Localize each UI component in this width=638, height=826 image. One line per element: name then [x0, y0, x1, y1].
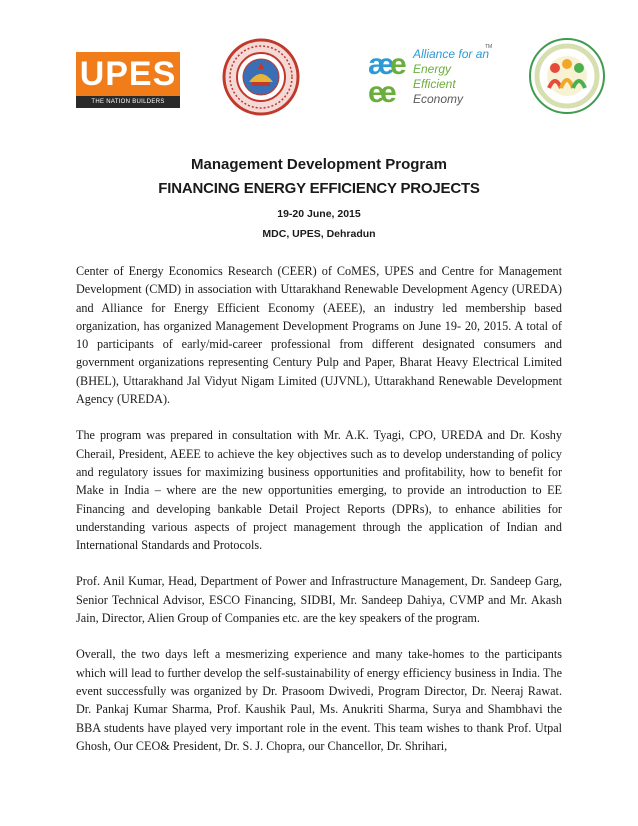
svg-text:e: e [380, 76, 397, 108]
document-body [76, 262, 562, 773]
document-subtitle: FINANCING ENERGY EFFICIENCY PROJECTS [158, 180, 480, 197]
svg-text:e: e [390, 48, 407, 81]
university-seal-logo [222, 38, 300, 116]
paragraph-intro: Center of Energy Economics Research (CEER) of CoMES, UPES and Centre for Management Development (CMD) in association with Uttarakhand Renewable Development Agency (UREDA) and Alliance for Energy Efficient Economy (AEEE), an industry led membership based organization, has organized Management Development Programs on June 19- 20, 2015. A total of 10 participants of early/mid-career professional from different designated consumers and government organizations representing Century Pulp and Paper, Bharat Heavy Electrical Limited (BHEL), Uttarakhand Jal Vidyut Nigam Limited (UJVNL), Uttarakhand Renewable Development Agency (UREDA). [76, 264, 562, 407]
aeee-mark-icon [368, 46, 412, 108]
svg-text:æ: æ [368, 48, 395, 81]
upes-logo [76, 52, 180, 117]
upes-logo-tagline: THE NATION BUILDERS UNIVERSITY [76, 96, 180, 108]
upes-logo-wordmark: UPES [76, 52, 180, 96]
event-dates: 19-20 June, 2015 [277, 208, 361, 220]
document-title-block [0, 155, 638, 241]
logo-strip [0, 0, 638, 130]
paragraph-program: The program was prepared in consultation with Mr. A.K. Tyagi, CPO, UREDA and Dr. Koshy Cherail, President, AEEE to achieve the key objectives such as to develop understanding of policy and regulatory issues for maximizing business opportunities and profitability, how to benefit for Make in India – where are the new opportunities emerging, to provide an introduction to EE Financing and developing bankable Detail Project Reports (DPRs), to enhance abilities for understanding various aspects of project management through the application of Indian and International Standards and Protocols. [76, 428, 562, 553]
trademark-mark: TM [485, 44, 493, 50]
paragraph-overall: Overall, the two days left a mesmerizing experience and many take-homes to the participants which will lead to further develop the self-sustainability of energy efficiency business in India. The event successfully was organized by Dr. Prasoom Dwivedi, Program Director, Dr. Neeraj Rawat. Dr. Pankaj Kumar Sharma, Prof. Kaushik Paul, Ms. Anukriti Sharma, Surya and Shambhavi the BBA students have played very important role in the event. This team wishes to thank Prof. Utpal Ghosh, Our CEO& President, Dr. S. J. Chopra, our Chancellor, Dr. Shrihari, [76, 647, 562, 753]
paragraph-speakers: Prof. Anil Kumar, Head, Department of Power and Infrastructure Management, Dr. Sandeep Garg, Senior Technical Advisor, ESCO Financing, SIDBI, Mr. Sandeep Dahiya, CVMP and Mr. Akash Jain, Director, Alien Group of Companies etc. are the key speakers of the program. [76, 574, 562, 626]
svg-text:e: e [368, 76, 385, 108]
event-venue: MDC, UPES, Dehradun [262, 228, 376, 240]
document-title: Management Development Program [191, 156, 447, 173]
cmd-logo [527, 36, 607, 116]
aeee-logo-text: Alliance for an Energy Efficient Economy [413, 47, 490, 106]
aeee-logo [368, 44, 492, 110]
